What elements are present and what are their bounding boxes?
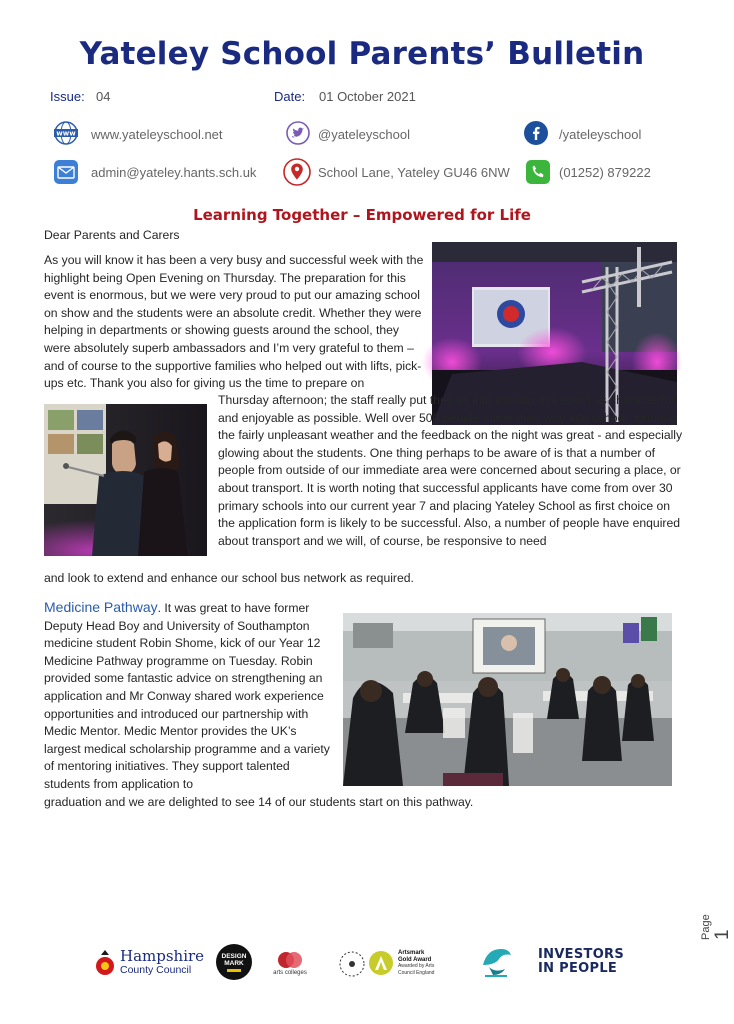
arts-colleges-icon	[277, 950, 303, 970]
hampshire-text-2: County Council	[120, 964, 192, 976]
date-value: 01 October 2021	[319, 89, 416, 104]
investors-text-1: INVESTORS	[538, 947, 625, 962]
phone-link[interactable]: (01252) 879222	[559, 165, 651, 180]
design-mark-logo	[216, 944, 252, 980]
artsmark-text-1: Artsmark	[398, 950, 425, 956]
speakers-photo	[44, 404, 207, 556]
medicine-heading: Medicine Pathway	[44, 599, 158, 615]
artsmark-gold-logo	[368, 948, 448, 978]
medicine-paragraph	[44, 599, 336, 794]
location-pin-icon	[283, 158, 311, 186]
address-text: School Lane, Yateley GU46 6NW	[318, 165, 510, 180]
globe-icon-text: www	[56, 129, 76, 138]
hampshire-text-1: Hampshire	[120, 947, 205, 965]
design-mark-text-2: MARK	[224, 959, 244, 967]
open-evening-paragraph-3: and look to extend and enhance our school bus network as required.	[44, 571, 414, 585]
teal-school-logo	[478, 944, 514, 980]
email-icon	[54, 160, 78, 184]
open-evening-paragraph-2-text: Thursday afternoon; the staff really put their all into making this event as characterful and enjoyable as possible. Well over 500 people made their way into school, ignoring the fairly unpleasant weather and the feedback on the night was great - and especially glowing about the students. One thing perhaps to be aware of is that a number of people from outside of our immediate area were concerned about securing a place, or about transport. It is worth noting that successful applicants have come from over 30 primary schools into our current year 7 and placing Yateley School as first choice on the application form is likely to be successful. Also, a number of people have enquired about transport and we will, of course, be responsive to need	[218, 393, 683, 548]
email-link[interactable]: admin@yateley.hants.sch.uk	[91, 165, 257, 180]
page-number	[700, 914, 734, 940]
facebook-icon	[524, 121, 548, 145]
twitter-icon	[286, 121, 310, 145]
page-number-value: 1	[712, 929, 733, 940]
arts-council-circle-logo	[338, 950, 366, 978]
open-evening-paragraph-2	[218, 392, 686, 550]
globe-icon	[54, 121, 78, 145]
arts-colleges-logo	[270, 946, 310, 980]
salutation: Dear Parents and Carers	[44, 228, 180, 242]
open-evening-paragraph-1: As you will know it has been a very busy and successful week with the highlight being Open Evening on Thursday. The preparation for this event is enormous, but we were very proud to put our amazing school on show and the students were an absolute credit. Whether they were helping in departments or showing guests around the school, they were absolutely superb ambassadors and I’m very grateful to them – and of course to the supportive families who helped out with lifts, pick-ups etc. Thank you also for giving us the time to prepare on	[44, 253, 424, 391]
section-subtitle: Learning Together – Empowered for Life	[193, 206, 531, 224]
facebook-link[interactable]: /yateleyschool	[559, 127, 642, 142]
artsmark-icon	[368, 950, 394, 976]
investors-text-2: IN PEOPLE	[538, 961, 618, 976]
arts-council-circle-icon	[338, 950, 366, 978]
issue-value: 04	[96, 89, 111, 104]
artsmark-text-3: Awarded by Arts	[398, 963, 435, 969]
design-mark-stripe	[227, 969, 241, 972]
issue-label: Issue:	[50, 89, 85, 104]
medicine-last-line: graduation and we are delighted to see 14 of our students start on this pathway.	[44, 795, 474, 809]
teal-school-icon	[479, 945, 513, 979]
medicine-paragraph-text: . It was great to have former Deputy Head Boy and University of Southampton medicine student Robin Shome, kick of our Year 12 Medicine Pathway programme on Tuesday. Robin provided some fantastic advice on strengthening an application and Mr Conway shared work experience opportunities and introduced our partnership with Medic Mentor. Medic Mentor provides the UK’s largest medical scholarship programme and a variety of mentoring initiatives. They support talented students from application to	[44, 601, 330, 791]
medicine-classroom-photo	[343, 613, 672, 786]
hampshire-county-council-logo	[94, 946, 204, 980]
artsmark-text-2: Gold Award	[398, 956, 432, 963]
page-label: Page	[700, 914, 712, 940]
bulletin-title: Yateley School Parents’ Bulletin	[79, 36, 645, 72]
artsmark-text-4: Council England	[398, 969, 435, 976]
arts-colleges-text: arts colleges	[273, 970, 307, 976]
investors-in-people-logo	[538, 947, 625, 982]
hampshire-rose-icon	[94, 948, 116, 978]
website-link[interactable]: www.yateleyschool.net	[91, 127, 223, 142]
date-label: Date:	[274, 89, 306, 104]
twitter-link[interactable]: @yateleyschool	[318, 127, 410, 142]
design-mark-text-1: DESIGN	[221, 952, 247, 960]
phone-icon	[526, 160, 550, 184]
